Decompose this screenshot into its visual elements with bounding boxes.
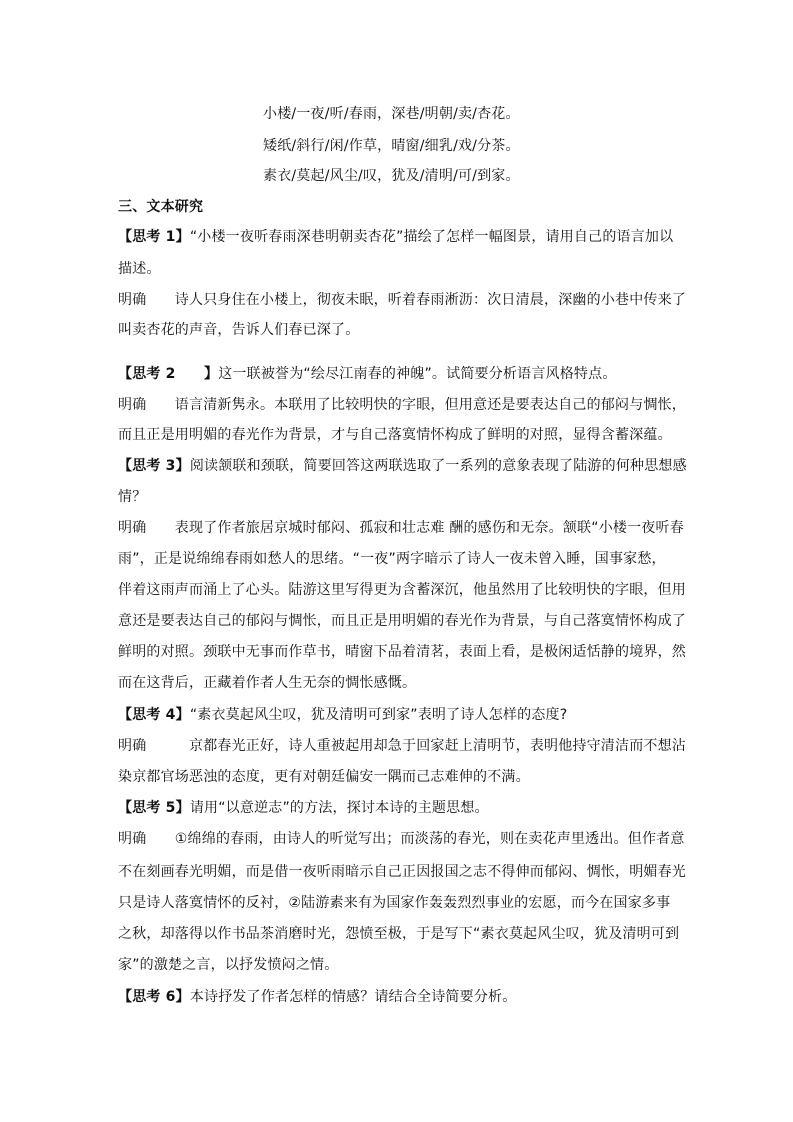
answer-4-line-1: 明确 京都春光正好，诗人重被起用却急于回家赶上清明节，表明他持守清洁而不想沾 bbox=[118, 738, 686, 754]
question-text: 请用“以意逆志”的方法，探讨本诗的主题思想。 bbox=[189, 800, 489, 816]
question-tag: 【思考 1】 bbox=[118, 229, 190, 245]
section-title: 三、文本研究 bbox=[118, 199, 204, 215]
question-tag: 【思考 5】 bbox=[118, 800, 190, 816]
question-1 bbox=[118, 227, 673, 247]
answer-5-line-3: 只是诗人落寞情怀的反衬，②陆游素来有为国家作轰轰烈烈事业的宏愿，而今在国家多事 bbox=[118, 895, 671, 911]
answer-3-line-1: 明确 表现了作者旅居京城时郁闷、孤寂和壮志难 酬的感伤和无奈。颔联“小楼一夜听春 bbox=[118, 520, 684, 536]
answer-2-line-2: 而且正是用明媚的春光作为背景，才与自己落寞情怀构成了鲜明的对照，显得含蓄深蕴。 bbox=[118, 427, 672, 443]
question-1-cont: 描述。 bbox=[118, 261, 161, 277]
question-6 bbox=[118, 987, 516, 1007]
question-text: “小楼一夜听春雨深巷明朝卖杏花”描绘了怎样一幅图景，请用自己的语言加以 bbox=[189, 229, 674, 245]
answer-3-line-6: 而在这背后，正藏着作者人生无奈的惆怅感慨。 bbox=[118, 675, 417, 691]
answer-1-line-1: 明确 诗人只身住在小楼上，彻夜未眠，听着春雨淅沥：次日清晨，深幽的小巷中传来了 bbox=[118, 292, 686, 308]
answer-1-line-2: 叫卖杏花的声音，告诉人们春已深了。 bbox=[118, 322, 360, 338]
question-tag: 【思考 3】 bbox=[118, 458, 190, 474]
question-text: 本诗抒发了作者怎样的情感？请结合全诗简要分析。 bbox=[189, 989, 517, 1005]
question-text: 阅读颔联和颈联，简要回答这两联选取了一系列的意象表现了陆游的何种思想感 bbox=[189, 458, 687, 474]
answer-2-line-1: 明确 语言清新隽永。本联用了比较明快的字眼，但用意还是要表达自己的郁闷与惆怅， bbox=[118, 397, 686, 413]
question-5 bbox=[118, 798, 489, 818]
answer-5-line-4: 之秋，却落得以作书品茶消磨时光，怨愤至极，于是写下“素衣莫起风尘叹，犹及清明可到 bbox=[118, 926, 680, 942]
question-3 bbox=[118, 456, 687, 476]
poem-line-1: 小楼/一夜/听/春雨，深巷/明朝/卖/杏花。 bbox=[263, 106, 520, 122]
answer-5-line-5: 家”的激楚之言，以抒发愤闷之情。 bbox=[118, 957, 339, 973]
question-tag: 【思考 2 】 bbox=[118, 366, 219, 382]
answer-3-line-3: 伴着这雨声而涌上了心头。陆游这里写得更为含蓄深沉，他虽然用了比较明快的字眼，但用 bbox=[118, 582, 686, 598]
question-text: 这一联被誉为“绘尽江南春的神魄”。试简要分析语言风格特点。 bbox=[218, 366, 617, 382]
question-text: “素衣莫起风尘叹，犹及清明可到家”表明了诗人怎样的态度? bbox=[189, 707, 568, 723]
question-3-cont: 情？ bbox=[118, 489, 147, 505]
answer-5-line-2: 不在刻画春光明媚，而是借一夜听雨暗示自己正因报国之志不得伸而郁闷、惆怅，明媚春光 bbox=[118, 864, 686, 880]
question-tag: 【思考 6】 bbox=[118, 989, 190, 1005]
answer-3-line-2: 雨”，正是说绵绵春雨如愁人的思绪。“一夜”两字暗示了诗人一夜未曾入睡，国事家愁， bbox=[118, 551, 666, 567]
answer-3-line-4: 意还是要表达自己的郁闷与惆怅，而且正是用明媚的春光作为背景，与自己落寞情怀构成了 bbox=[118, 613, 686, 629]
answer-5-line-1: 明确 ①绵绵的春雨，由诗人的听觉写出；而淡荡的春光，则在卖花声里透出。但作者意 bbox=[118, 831, 685, 847]
question-2 bbox=[118, 364, 617, 384]
poem-line-3: 素衣/莫起/风尘/叹，犹及/清明/可/到家。 bbox=[263, 168, 520, 184]
answer-4-line-2: 染京都官场恶浊的态度，更有对朝廷偏安一隅而己志难伸的不满。 bbox=[118, 769, 530, 785]
poem-line-2: 矮纸/斜行/闲/作草，晴窗/细乳/戏/分茶。 bbox=[263, 138, 520, 154]
question-tag: 【思考 4】 bbox=[118, 707, 190, 723]
answer-3-line-5: 鲜明的对照。颈联中无事而作草书，晴窗下品着清茗，表面上看，是极闲适恬静的境界，然 bbox=[118, 644, 686, 660]
question-4 bbox=[118, 705, 567, 725]
